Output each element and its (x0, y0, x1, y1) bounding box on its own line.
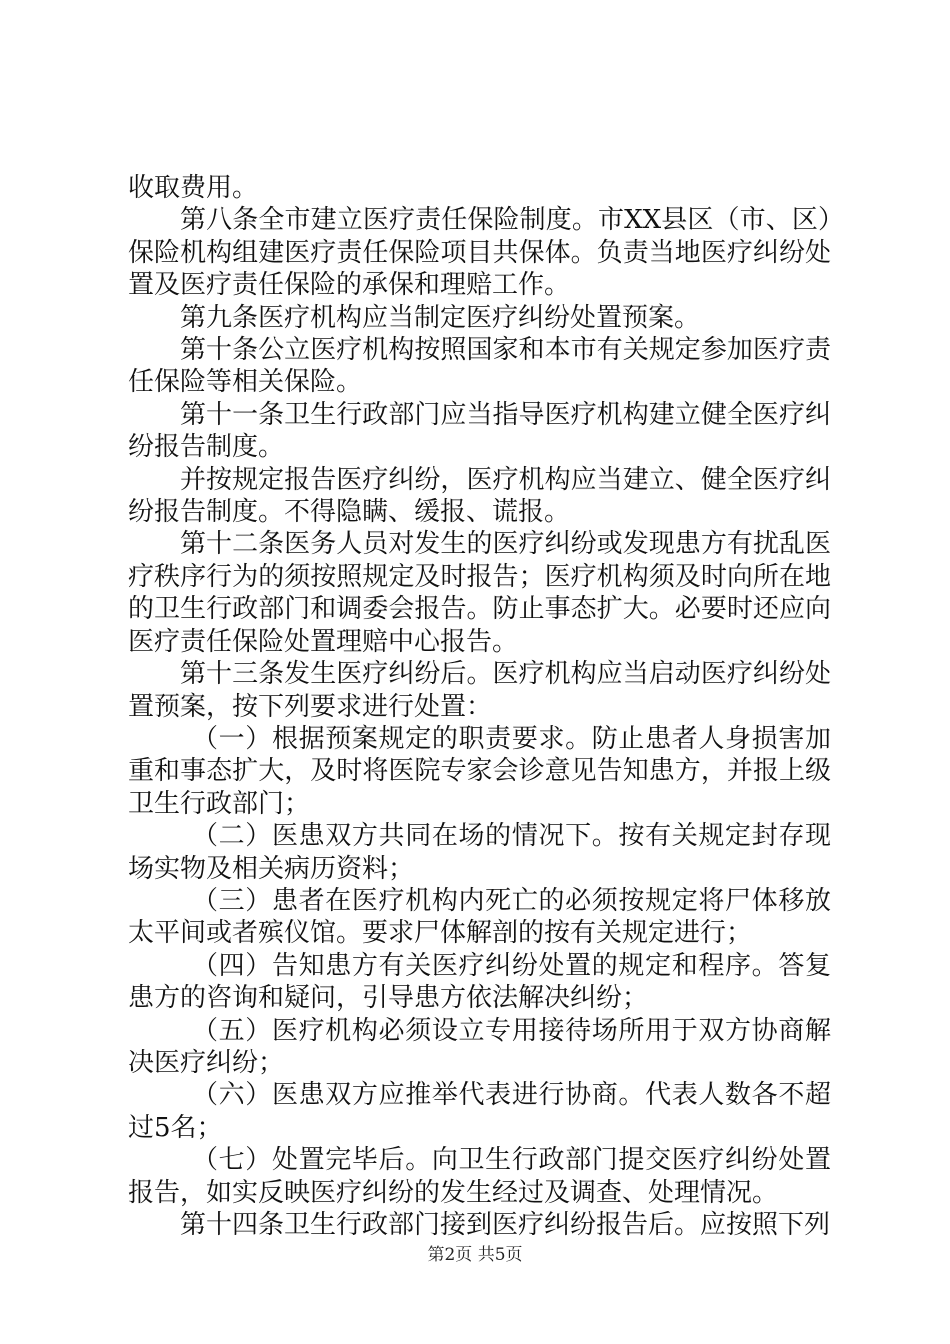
paragraph-p6: 第十二条医务人员对发生的医疗纠纷或发现患方有扰乱医疗秩序行为的须按照规定及时报告；医疗机构须及时向所在地的卫生行政部门和调委会报告。防止事态扩大。必要时还应向医疗责任保险处置理赔中心报告。 (128, 529, 831, 657)
page-footer: 第2页 共5页 (427, 1245, 523, 1265)
paragraph-p9: （二）医患双方共同在场的情况下。按有关规定封存现场实物及相关病历资料； (128, 821, 831, 884)
paragraph-p0: 收取费用。 (128, 173, 259, 203)
paragraph-p13: （六）医患双方应推举代表进行协商。代表人数各不超过5名； (128, 1080, 831, 1143)
paragraph-p12: （五）医疗机构必须设立专用接待场所用于双方协商解决医疗纠纷； (128, 1015, 831, 1078)
paragraph-p10: （三）患者在医疗机构内死亡的必须按规定将尸体移放太平间或者殡仪馆。要求尸体解剖的按有关规定进行； (128, 885, 831, 949)
paragraph-p4: 第十一条卫生行政部门应当指导医疗机构建立健全医疗纠纷报告制度。 (128, 399, 831, 463)
paragraph-p15: 第十四条卫生行政部门接到医疗纠纷报告后。应按照下列 (180, 1210, 831, 1240)
paragraph-p11: （四）告知患方有关医疗纠纷处置的规定和程序。答复患方的咨询和疑问，引导患方依法解决纠纷； (128, 950, 831, 1014)
paragraph-p5: 并按规定报告医疗纠纷，医疗机构应当建立、健全医疗纠纷报告制度。不得隐瞒、缓报、谎报。 (128, 464, 831, 528)
paragraph-p14: （七）处置完毕后。向卫生行政部门提交医疗纠纷处置报告，如实反映医疗纠纷的发生经过及调查、处理情况。 (128, 1145, 831, 1208)
document-body (128, 172, 831, 1241)
paragraph-p8: （一）根据预案规定的职责要求。防止患者人身损害加重和事态扩大，及时将医院专家会诊意见告知患方，并报上级卫生行政部门； (128, 723, 831, 819)
paragraph-p1: 第八条全市建立医疗责任保险制度。市XX县区（市、区）保险机构组建医疗责任保险项目共保体。负责当地医疗纠纷处置及医疗责任保险的承保和理赔工作。 (128, 205, 831, 301)
paragraph-p7: 第十三条发生医疗纠纷后。医疗机构应当启动医疗纠纷处置预案，按下列要求进行处置： (128, 659, 831, 722)
paragraph-p3: 第十条公立医疗机构按照国家和本市有关规定参加医疗责任保险等相关保险。 (128, 335, 831, 398)
paragraph-p2: 第九条医疗机构应当制定医疗纠纷处置预案。 (180, 302, 701, 333)
